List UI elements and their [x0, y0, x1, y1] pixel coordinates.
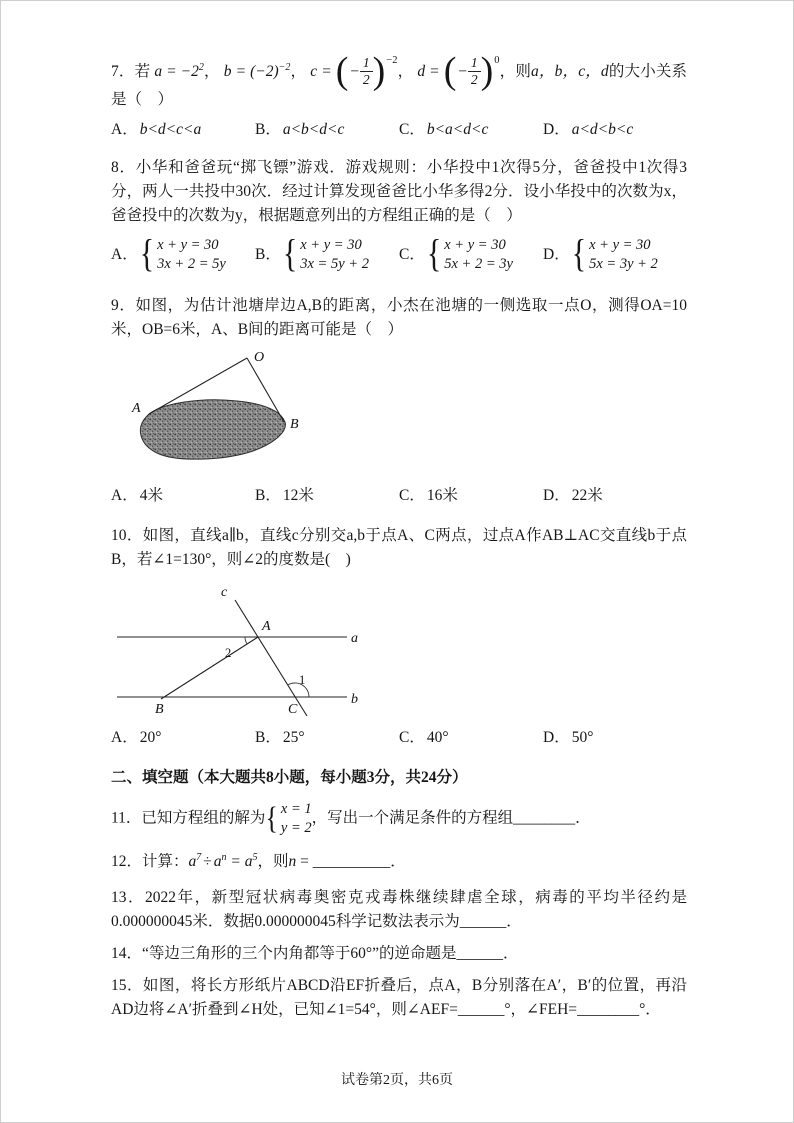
q8-options [111, 233, 687, 277]
math-lead: c = [310, 63, 332, 81]
paren-open: ( [443, 49, 457, 92]
option-text: 22米 [571, 487, 603, 505]
answer-blank: ______ [459, 913, 507, 931]
variable-n: n [288, 853, 297, 871]
option-text: 25° [282, 729, 305, 747]
answer-blank: __________ [312, 853, 391, 871]
math-exponent: 5 [252, 851, 258, 863]
q9-stem: 9．如图，为估计池塘岸边A,B的距离，小杰在池塘的一侧选取一点O，测得OA=10米，OB=6米，A、B间的距离可能是（ ） [111, 297, 687, 339]
answer-blank-1: ______ [457, 1001, 505, 1019]
q14-stem [111, 942, 687, 966]
option-label: B． [255, 121, 281, 139]
q8-option-d [543, 233, 687, 277]
q7-stem [111, 49, 688, 112]
option-label: A． [111, 487, 138, 505]
option-text: a<b<d<c [282, 121, 345, 139]
q8-option-b [255, 233, 399, 277]
point-label-c: C [288, 702, 298, 718]
fraction [468, 56, 481, 87]
math-exponent: −2 [278, 62, 291, 74]
q9-option-a [111, 484, 255, 508]
brace-icon: { [282, 233, 298, 277]
option-text: 16米 [426, 487, 458, 505]
equation-2: 3x = 5y + 2 [300, 256, 369, 273]
q9-figure [119, 348, 359, 478]
period: ． [506, 913, 522, 931]
equation-system [426, 233, 513, 277]
angle-2-arc [245, 637, 247, 644]
math-exponent: −2 [386, 55, 398, 67]
q7-formula-d [417, 49, 500, 92]
separator: ， [203, 63, 220, 81]
equation-1: x = 1 [280, 801, 312, 818]
q10-figure [111, 580, 361, 722]
equation-1: x + y = 30 [444, 237, 506, 254]
q10-option-b [255, 726, 399, 750]
paren-open: ( [335, 49, 349, 92]
equation-system [282, 233, 369, 277]
equation-2: y = 2 [280, 820, 312, 837]
q10-option-c [399, 726, 543, 750]
q12-formula [189, 853, 258, 870]
option-label: A． [111, 246, 138, 264]
option-text: 4米 [139, 487, 163, 505]
pond-shape [140, 400, 285, 459]
q7-tail2: 的大小关系是（ ） [111, 63, 688, 109]
point-label-b: B [155, 702, 164, 718]
minus-sign: − [349, 62, 360, 80]
divide-operator: ÷ [203, 853, 212, 871]
fraction-numerator: 1 [468, 56, 481, 72]
q9-option-d [543, 484, 687, 508]
separator: ， [397, 63, 414, 81]
q7-option-c [399, 118, 543, 142]
q15-seg3: °． [639, 1001, 661, 1019]
line-label-a: a [351, 631, 358, 647]
option-label: D． [543, 487, 570, 505]
fraction [360, 56, 373, 87]
option-label: B． [255, 246, 281, 264]
answer-blank-2: ________ [577, 1001, 640, 1019]
option-label: C． [399, 729, 425, 747]
equation-2: 3x + 2 = 5y [157, 256, 226, 273]
page-footer: 试卷第2页，共6页 [341, 1073, 453, 1089]
math-equals: = a [230, 853, 253, 871]
q15-stem [111, 974, 687, 1022]
math-base: a [188, 853, 197, 871]
angle-label-1: 1 [299, 673, 306, 688]
paren-close: ) [480, 49, 494, 92]
math-base: b = (−2) [223, 63, 279, 81]
q9-options [111, 484, 687, 508]
q9-option-b [255, 484, 399, 508]
q10-stem: 10．如图，直线a∥b，直线c分别交a,b于点A、C两点，过点A作AB⊥AC交直线b于点B，若∠1=130°，则∠2的度数是( ) [111, 527, 687, 569]
q10-option-d [543, 726, 687, 750]
q8-option-a [111, 233, 255, 277]
q7-tail: ，则 [499, 63, 532, 81]
q10-figure-wrap [111, 580, 687, 722]
point-label-o: O [254, 350, 265, 366]
q7-formula-b [224, 63, 291, 80]
q10-option-a [111, 726, 255, 750]
math-exponent: 2 [198, 62, 204, 74]
point-label-a: A [262, 619, 271, 635]
option-label: A． [111, 729, 138, 747]
math-lead: d = [417, 63, 440, 81]
q8-stem: 8．小华和爸爸玩“掷飞镖”游戏．游戏规则：小华投中1次得5分，爸爸投中1次得3分，两人一共投中30次．经过计算发现爸爸比小华多得2分．设小华投中的次数为x，爸爸投中的次数为y，根据题意列出的方程组正确的是（ ） [111, 159, 687, 225]
fraction-denominator: 2 [470, 72, 478, 88]
option-text: 12米 [282, 487, 314, 505]
fraction-denominator: 2 [362, 72, 370, 88]
option-text: b<d<c<a [139, 121, 202, 139]
math-exponent: 0 [494, 55, 500, 67]
q9-option-c [399, 484, 543, 508]
option-text: 40° [426, 729, 449, 747]
brace-icon: { [426, 233, 442, 277]
q7-option-a [111, 118, 255, 142]
option-label: C． [399, 487, 425, 505]
math-base: a [213, 853, 222, 871]
q7-option-d [543, 118, 687, 142]
equation-system [265, 800, 311, 838]
q15-text: 15．如图，将长方形纸片ABCD沿EF折叠后，点A，B分别落在A′，B′的位置，再沿AD边将∠A′折叠到∠H处，已知∠1=54°，则∠AEF= [111, 977, 687, 1019]
math-base: a = −2 [154, 63, 199, 81]
equation-system [139, 233, 226, 277]
option-label: D． [543, 121, 570, 139]
brace-icon: { [571, 233, 587, 277]
q11-tail: ，写出一个满足条件的方程组 [311, 809, 514, 827]
period: ． [575, 809, 591, 827]
option-text: 20° [139, 729, 162, 747]
option-label: A． [111, 121, 138, 139]
segment-ab [161, 637, 258, 699]
q10-options [111, 726, 687, 750]
equation-2: 5x = 3y + 2 [589, 256, 658, 273]
q14-text: 14．“等边三角形的三个内角都等于60°”的逆命题是 [111, 945, 457, 963]
q12-stem [111, 850, 687, 874]
equation-2: 5x + 2 = 3y [444, 256, 513, 273]
option-label: B． [255, 487, 281, 505]
brace-icon: { [265, 801, 278, 836]
q15-seg2: °，∠FEH= [504, 1001, 578, 1019]
line-c [235, 600, 307, 716]
q13-text: 13．2022年，新型冠状病毒奥密克戎毒株继续肆虐全球，病毒的平均半径约是0.000000045米．数据0.000000045科学记数法表示为 [111, 889, 687, 931]
option-label: D． [543, 729, 570, 747]
q7-lead: 7．若 [111, 63, 151, 81]
fraction-numerator: 1 [360, 56, 373, 72]
q12-lead: 12．计算： [111, 853, 189, 871]
point-label-b: B [290, 417, 299, 433]
math-exponent: 7 [196, 851, 202, 863]
q8-option-c [399, 233, 543, 277]
line-label-b: b [351, 692, 358, 708]
option-label: D． [543, 246, 570, 264]
option-text: a<d<b<c [571, 121, 634, 139]
line-label-c: c [221, 585, 228, 601]
q11-lead: 11．已知方程组的解为 [111, 809, 266, 827]
equation-system [571, 233, 658, 277]
q7-variables: a，b，c，d [531, 63, 609, 81]
answer-blank: ________ [513, 809, 576, 827]
q7-option-b [255, 118, 399, 142]
math-exponent: n [221, 851, 227, 863]
q11-stem [111, 800, 687, 838]
q12-tail2: = [296, 853, 313, 871]
option-text: b<a<d<c [426, 121, 489, 139]
q12-tail1: ，则 [257, 853, 289, 871]
equation-1: x + y = 30 [300, 237, 362, 254]
option-label: C． [399, 121, 425, 139]
separator: ， [290, 63, 307, 81]
option-label: B． [255, 729, 281, 747]
point-label-a: A [132, 401, 141, 417]
option-label: C． [399, 246, 425, 264]
angle-label-2: 2 [225, 646, 232, 661]
equation-1: x + y = 30 [157, 237, 219, 254]
option-text: 50° [571, 729, 594, 747]
paren-close: ) [372, 49, 386, 92]
period: ． [390, 853, 406, 871]
q13-stem [111, 886, 687, 934]
period: ． [502, 945, 519, 963]
q7-formula-a [154, 63, 204, 80]
section2-title: 二、填空题（本大题共8小题，每小题3分，共24分） [111, 769, 468, 787]
q9-figure-wrap [119, 348, 687, 478]
q7-formula-c [310, 49, 398, 92]
equation-1: x + y = 30 [589, 237, 651, 254]
minus-sign: − [457, 62, 468, 80]
q7-options [111, 118, 687, 142]
brace-icon: { [139, 233, 155, 277]
answer-blank: ______ [456, 945, 503, 963]
